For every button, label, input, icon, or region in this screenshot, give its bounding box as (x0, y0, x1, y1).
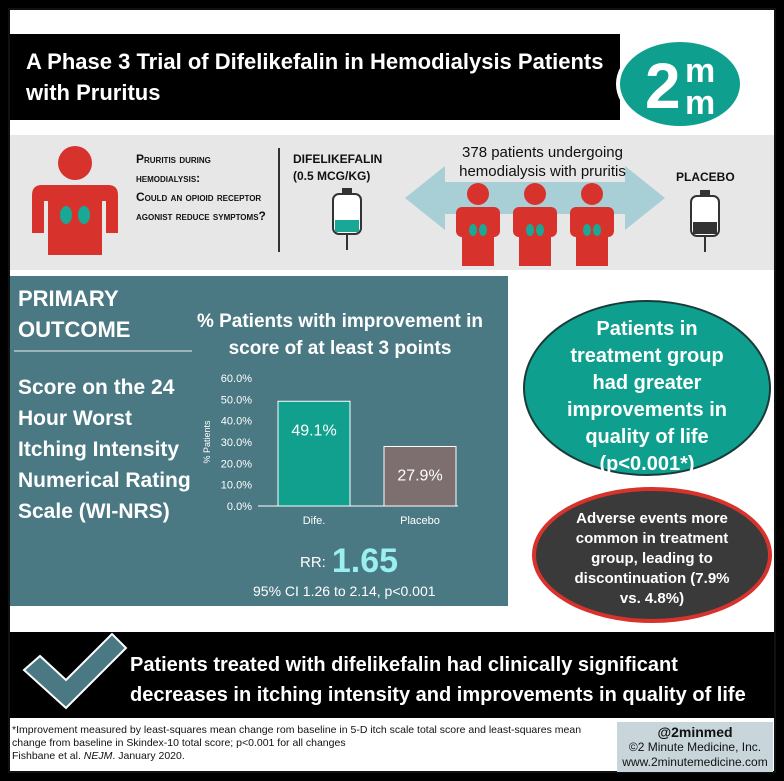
checkmark-icon (18, 628, 128, 718)
company-name: ©2 Minute Medicine, Inc. (628, 740, 762, 754)
y-tick-label: 40.0% (220, 415, 252, 428)
footnote-text: *Improvement measured by least-squares mean change rom baseline in 5-D itch scale total score and least-squares mean change from baseline in Skindex-10 total score; p<0.001 for all changes (12, 724, 582, 749)
header-bar (10, 34, 620, 120)
adverse-text: Adverse events more common in treatment group, leading to discontinuation (7.9% vs. 4.8%) (574, 510, 730, 607)
drug-label: DIFELIKEFALIN (0.5 MCG/KG) (293, 152, 383, 183)
logo-digit: 2 (645, 50, 681, 122)
y-tick-label: 50.0% (220, 394, 252, 407)
question-line-1: Pruritis during (136, 152, 211, 166)
citation-date: . January 2020. (112, 750, 185, 762)
page-title: A Phase 3 Trial of Difelikefalin in Hemodialysis Patients with Pruritus (26, 49, 604, 105)
heading-underline (14, 350, 192, 352)
question-line-3: Could an opioid receptor agonist reduce symptoms? (136, 190, 266, 223)
y-tick-label: 20.0% (220, 458, 252, 471)
x-tick-label: Placebo (400, 515, 440, 527)
y-tick-label: 60.0% (220, 373, 252, 385)
adverse-events-oval (532, 487, 772, 623)
outcome-description: Score on the 24 Hour Worst Itching Intensity Numerical Rating Scale (WI-NRS) (18, 376, 191, 523)
relative-risk (300, 542, 398, 581)
x-tick-label: Dife. (302, 515, 326, 527)
bar-value-label: 49.1% (291, 422, 337, 440)
rr-value: 1.65 (331, 542, 399, 580)
quality-of-life-oval (523, 300, 771, 476)
patient-kidney-icon (20, 145, 130, 257)
divider (278, 148, 280, 252)
bar-dife (278, 401, 350, 506)
citation-journal: NEJM (83, 750, 113, 762)
y-tick-label: 30.0% (220, 437, 252, 449)
patients-label: 378 patients undergoing hemodialysis with pruritis (459, 144, 626, 180)
bar-value-label: 27.9% (397, 467, 443, 485)
placebo-label: PLACEBO (676, 170, 735, 184)
citation (12, 750, 612, 763)
qol-text: Patients in treatment group had greater improvements in quality of life (p<0.001*) (566, 318, 728, 475)
logo-m-bottom: m (685, 84, 716, 122)
citation-authors: Fishbane et al. (12, 750, 84, 762)
rr-label: RR: (300, 554, 326, 571)
y-axis-label: % Patients (202, 420, 212, 464)
design-question (136, 150, 276, 226)
iv-bag-drug-icon (330, 188, 364, 250)
logo-2mm (615, 38, 745, 130)
question-line-2: hemodialysis: (136, 171, 201, 185)
social-handle: @2minmed (657, 724, 733, 740)
conclusion-text: Patients treated with difelikefalin had clinically significant decreases in itching intensity and improvements in quality of life (130, 654, 746, 706)
iv-bag-placebo-icon (688, 190, 722, 252)
logo-m-top: m (685, 52, 716, 90)
confidence-interval: 95% CI 1.26 to 2.14, p<0.001 (253, 583, 436, 599)
y-tick-label: 0.0% (226, 501, 252, 513)
footnote (12, 724, 612, 763)
chart-title: % Patients with improvement in score of at least 3 points (196, 311, 484, 359)
y-tick-label: 10.0% (220, 479, 252, 492)
social-box (617, 722, 773, 772)
patients-group-icon (440, 182, 630, 266)
website-url[interactable]: www.2minutemedicine.com (622, 755, 768, 769)
primary-outcome-heading: PRIMARY OUTCOME (18, 286, 131, 342)
bar-chart (196, 366, 476, 538)
